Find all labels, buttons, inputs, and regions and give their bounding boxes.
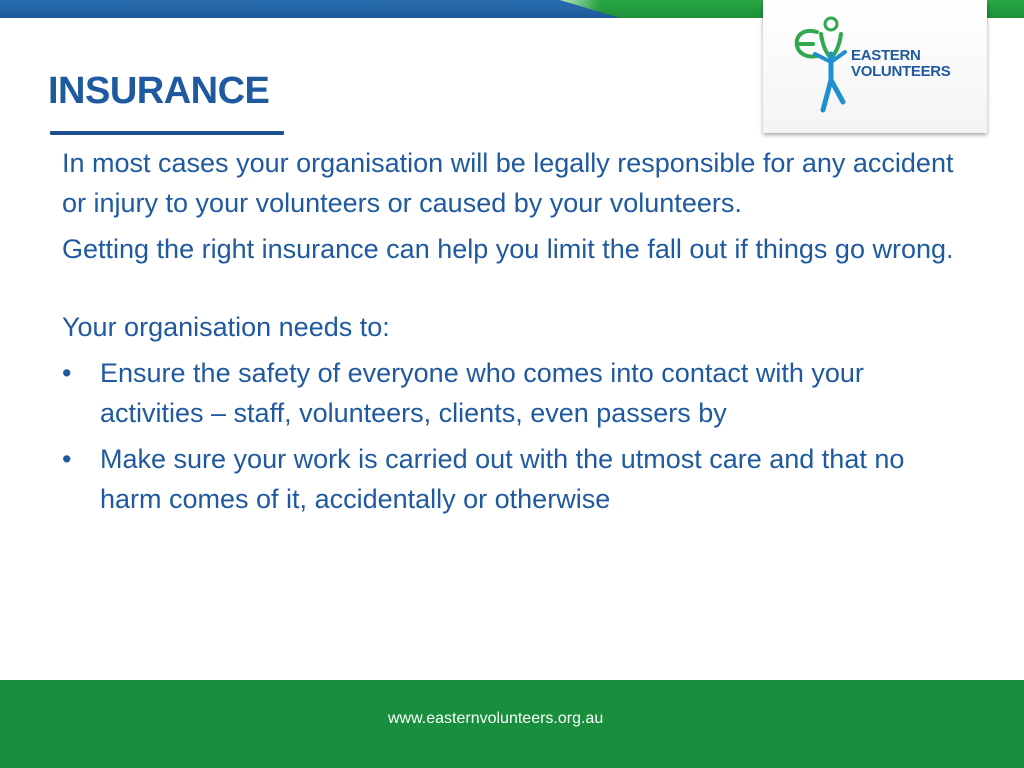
bullet-text: Ensure the safety of everyone who comes into contact with your activities – staff, volunteers, clients, even passers by	[100, 358, 864, 428]
paragraph-right-insurance: Getting the right insurance can help you limit the fall out if things go wrong.	[62, 234, 954, 264]
spacer	[62, 269, 962, 307]
bullet-list	[62, 353, 962, 519]
logo-line-eastern: EASTERN	[851, 47, 921, 64]
logo-line-volunteers: VOLUNTEERS	[851, 63, 951, 80]
intro-line: Your organisation needs to:	[62, 312, 390, 342]
logo-wordmark	[851, 48, 951, 80]
footer-bar	[0, 680, 1024, 768]
bullet-icon: •	[62, 358, 72, 388]
paragraph-legal-responsibility: In most cases your organisation will be legally responsible for any accident or injury to your volunteers or caused by your volunteers.	[62, 148, 954, 218]
slide-body	[62, 143, 962, 519]
footer-website-link[interactable]: www.easternvolunteers.org.au	[388, 710, 604, 727]
logo-card	[763, 0, 987, 133]
bullet-icon: •	[62, 444, 72, 474]
title-underline	[50, 131, 284, 135]
eastern-volunteers-logo-icon	[793, 14, 853, 114]
bullet-item-safety	[62, 353, 962, 433]
slide-title: INSURANCE	[48, 70, 270, 112]
bullet-text: Make sure your work is carried out with the utmost care and that no harm comes of it, accidentally or otherwise	[100, 444, 905, 514]
bullet-item-care	[62, 439, 962, 519]
